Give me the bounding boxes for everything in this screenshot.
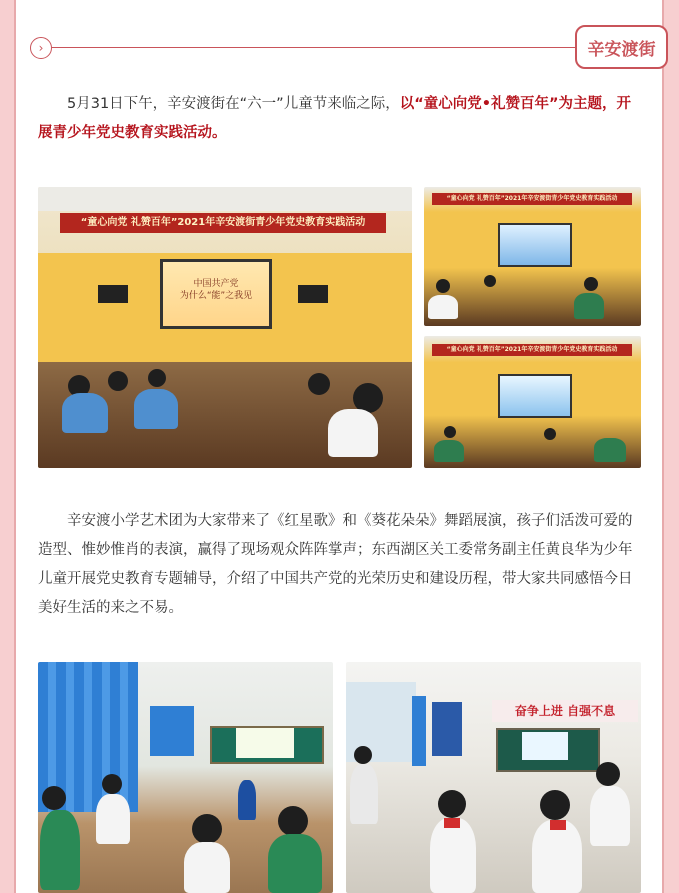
student (278, 806, 308, 836)
intro-highlight: 以“童心向党•礼赞百年”为主题，开展青少年党史教育实践活动。 (38, 96, 632, 141)
student (148, 369, 166, 387)
projection-screen (498, 223, 572, 267)
student-uniform (96, 794, 130, 844)
student (354, 746, 372, 764)
classroom-slogan: 奋争上进 自强不息 (492, 700, 638, 722)
student-uniform (268, 834, 322, 893)
header-badge: 辛安渡街 (575, 25, 668, 69)
screen-title: 中国共产党 (193, 279, 239, 289)
student-uniform (532, 820, 582, 893)
blue-curtain (412, 696, 426, 766)
photo-lecture (424, 336, 641, 468)
photo-dance-performance (38, 662, 333, 893)
student (308, 373, 330, 395)
intro-paragraph (38, 90, 642, 148)
tv-monitor (98, 285, 128, 303)
student (544, 428, 556, 440)
student-uniform (62, 393, 108, 433)
student-uniform (184, 842, 230, 893)
red-scarf (444, 818, 460, 828)
event-banner: “童心向党 礼赞百年”2021年辛安渡街青少年党史教育实践活动 (432, 344, 632, 356)
body-paragraph: 辛安渡小学艺术团为大家带来了《红星歌》和《葵花朵朵》舞蹈展演，孩子们活泼可爱的造型、惟妙惟肖的表演，赢得了现场观众阵阵掌声；东西湖区关工委常务副主任黄良华为少年儿童开展党史教育专题辅导，介绍了中国共产党的光荣历史和建设历程，带大家共同感悟今日美好生活的来之不易。 (38, 513, 633, 616)
intro-text: 5月31日下午，辛安渡街在“六一”儿童节来临之际， (67, 96, 400, 112)
red-scarf (550, 820, 566, 830)
event-banner: “童心向党 礼赞百年”2021年辛安渡街青少年党史教育实践活动 (432, 193, 632, 205)
screen-subtitle: 为什么“能”之我见 (179, 291, 253, 301)
student (438, 790, 466, 818)
student-uniform (328, 409, 378, 457)
event-banner: “童心向党 礼赞百年”2021年辛安渡街青少年党史教育实践活动 (60, 213, 386, 233)
projection-screen (522, 732, 568, 760)
student-uniform (428, 295, 458, 319)
student (42, 786, 66, 810)
tv-monitor (298, 285, 328, 303)
ceiling (38, 187, 412, 211)
student (484, 275, 496, 287)
student-uniform (590, 786, 630, 846)
blue-curtain (150, 706, 194, 756)
bulletin-board (432, 702, 462, 756)
header-divider (38, 47, 578, 48)
student (436, 279, 450, 293)
photo-classroom (346, 662, 641, 893)
student (102, 774, 122, 794)
student-uniform (134, 389, 178, 429)
projection-screen (236, 728, 294, 758)
student-uniform (574, 293, 604, 319)
projection-screen (498, 374, 572, 418)
student-uniform (594, 438, 626, 462)
projection-screen (160, 259, 272, 329)
student-uniform (430, 818, 476, 893)
chevron-right-icon: › (30, 37, 52, 59)
student-uniform (350, 764, 378, 824)
speaker (238, 780, 256, 820)
student (584, 277, 598, 291)
student (444, 426, 456, 438)
student-uniform (434, 440, 464, 462)
student (540, 790, 570, 820)
student (192, 814, 222, 844)
student-uniform (40, 810, 80, 890)
student (596, 762, 620, 786)
photo-auditorium (38, 187, 412, 468)
student (108, 371, 128, 391)
photo-stage-performance (424, 187, 641, 326)
